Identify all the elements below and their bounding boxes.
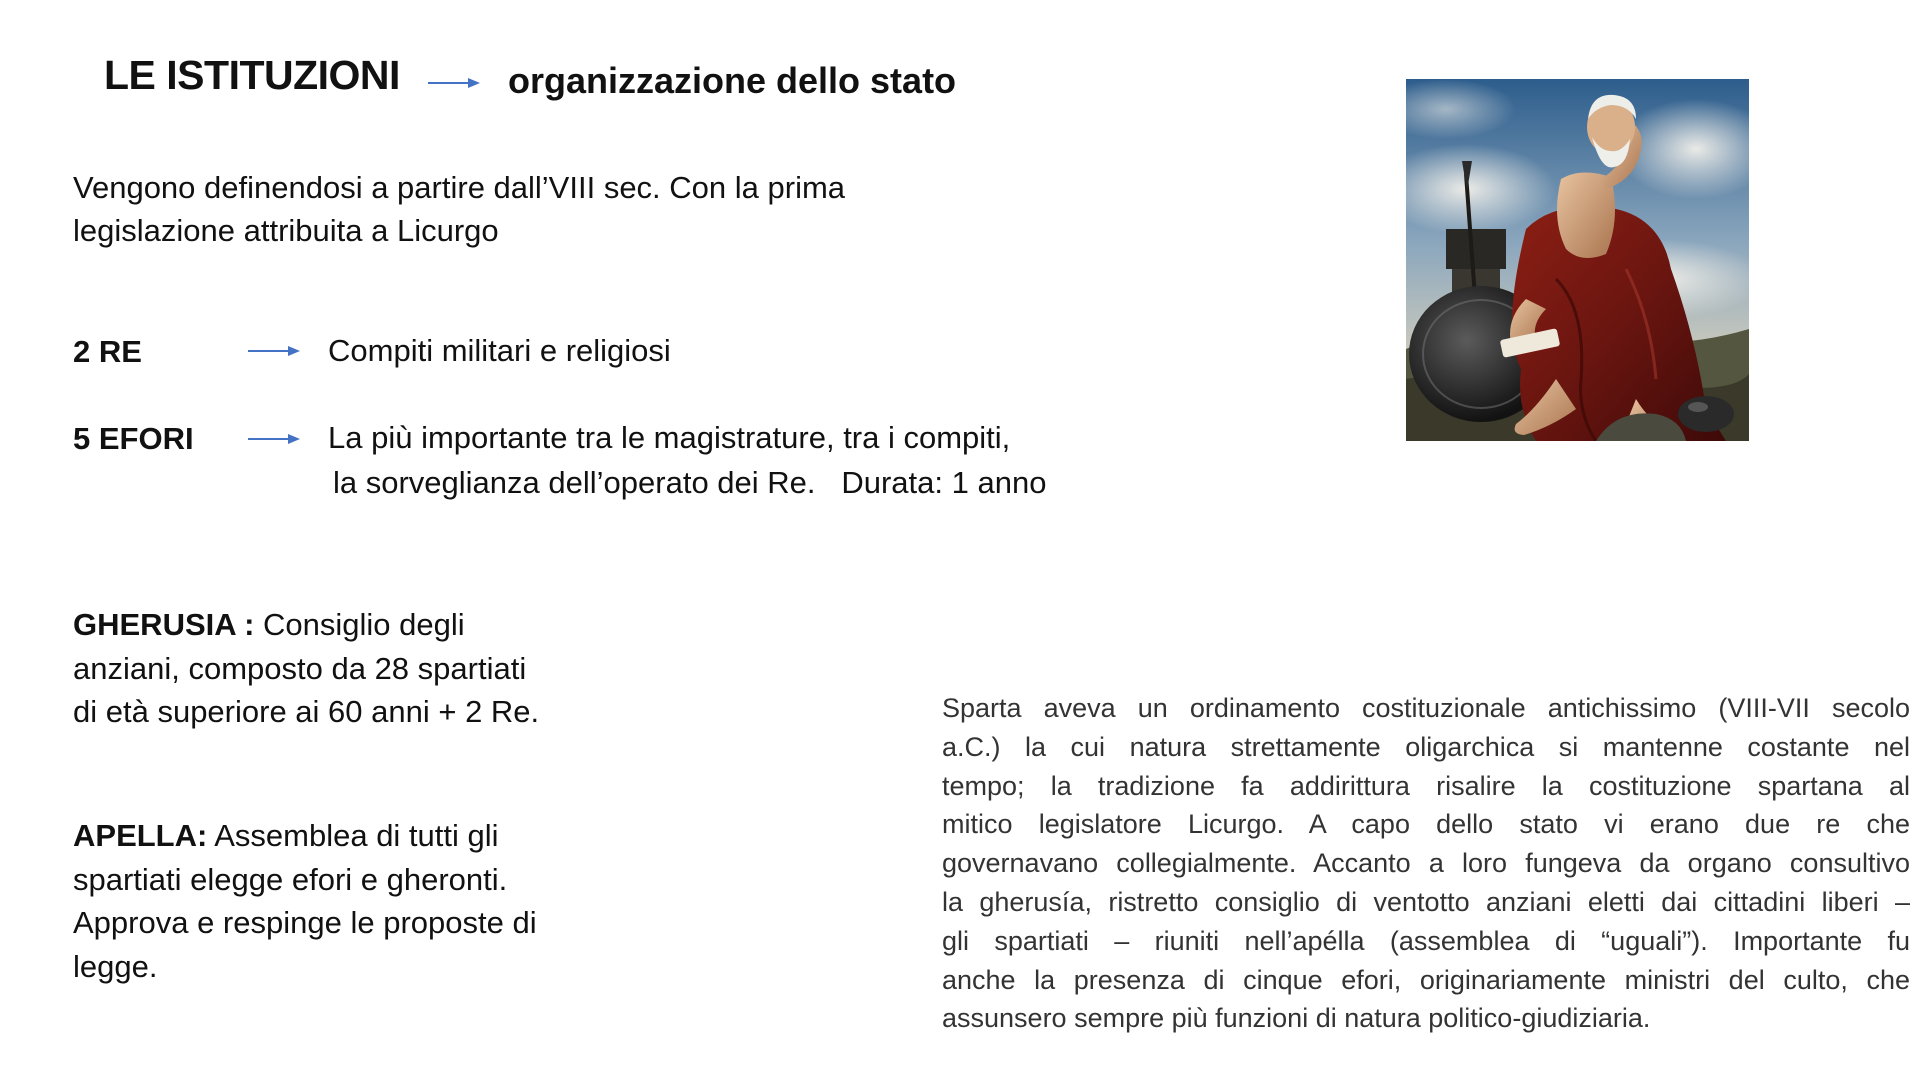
intro-line: Vengono definendosi a partire dall’VIII sec. Con la prima — [73, 170, 846, 205]
apella-label: APELLA: — [73, 818, 208, 853]
efori-description-line-1: La più importante tra le magistrature, tra i compiti, — [328, 420, 1011, 455]
re-label: 2 RE — [73, 334, 142, 369]
apella-text-line: Approva e respinge le proposte di — [73, 905, 537, 940]
efori-label: 5 EFORI — [73, 421, 194, 456]
intro-paragraph — [73, 166, 973, 252]
essay-line: tempo; la tradizione fa addirittura risalire la costituzione spartana al — [942, 770, 1910, 801]
gherusia-block — [73, 603, 593, 734]
page-title: LE ISTITUZIONI — [104, 52, 400, 98]
gherusia-text-line: di età superiore ai 60 anni + 2 Re. — [73, 694, 540, 729]
essay-line: governavano collegialmente. Accanto a loro fungeva da organo consultivo — [942, 848, 1910, 879]
essay-line: a.C.) la cui natura strettamente oligarchica si mantenne costante nel — [942, 731, 1910, 762]
re-description: Compiti militari e religiosi — [328, 333, 671, 368]
apella-block — [73, 814, 593, 988]
title-arrow-icon — [428, 77, 480, 89]
essay-line: assunsero sempre più funzioni di natura politico-giudiziaria. — [942, 1003, 1651, 1034]
apella-text-line: legge. — [73, 948, 158, 984]
gherusia-text: Consiglio degli — [254, 607, 465, 642]
gherusia-label: GHERUSIA : — [73, 607, 255, 642]
essay-paragraph — [942, 689, 1910, 1038]
lycurgus-painting — [1406, 79, 1749, 441]
efori-arrow-icon — [248, 433, 300, 445]
apella-text: Assemblea di tutti gli — [207, 818, 499, 853]
efori-description-line-2: la sorveglianza dell’operato dei Re. Durata: 1 anno — [333, 465, 1047, 500]
intro-line: legislazione attribuita a Licurgo — [73, 213, 499, 248]
essay-line: mitico legislatore Licurgo. A capo dello stato vi erano due re che — [942, 809, 1910, 840]
essay-line: Sparta aveva un ordinamento costituzionale antichissimo (VIII-VII secolo — [942, 693, 1910, 723]
apella-text-line: spartiati elegge efori e gheronti. — [73, 861, 508, 897]
essay-line: la gherusía, ristretto consiglio di ventotto anziani eletti dai cittadini liberi – — [942, 886, 1910, 917]
page-subtitle: organizzazione dello stato — [508, 60, 957, 101]
gherusia-text-line: anziani, composto da 28 spartiati — [73, 650, 527, 686]
essay-line: gli spartiati – riuniti nell’apélla (assemblea di “uguali”). Importante fu — [942, 925, 1910, 956]
re-arrow-icon — [248, 345, 300, 357]
essay-line: anche la presenza di cinque efori, originariamente ministri del culto, che — [942, 964, 1910, 995]
